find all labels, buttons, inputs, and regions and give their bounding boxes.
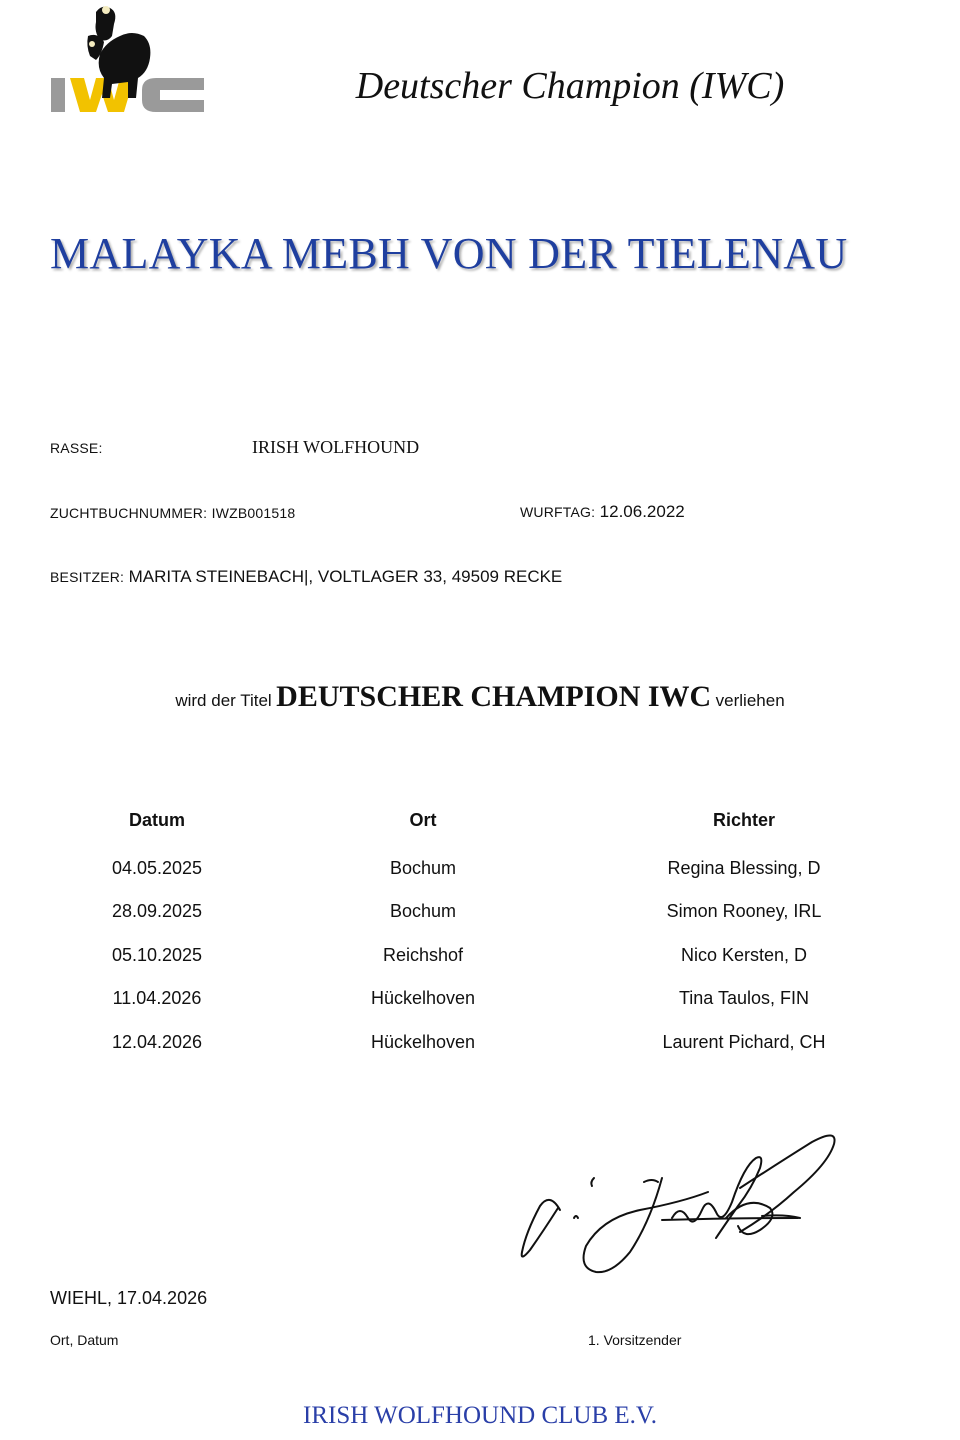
header-ort: Ort bbox=[409, 810, 437, 830]
cell-richter: Regina Blessing, D bbox=[667, 858, 821, 878]
signer-label: 1. Vorsitzender bbox=[588, 1332, 682, 1348]
cell-ort: Reichshof bbox=[382, 945, 464, 965]
wolfhound-logo-icon bbox=[48, 2, 208, 130]
cell-richter: Nico Kersten, D bbox=[680, 945, 808, 965]
title-awarded-line bbox=[0, 680, 960, 714]
cell-ort: Bochum bbox=[389, 858, 457, 878]
cell-richter: Tina Taulos, FIN bbox=[678, 988, 810, 1008]
cell-richter: Simon Rooney, IRL bbox=[666, 901, 822, 921]
besitzer-value: MARITA STEINEBACH|, VOLTLAGER 33, 49509 RECKE bbox=[128, 567, 563, 586]
wurftag-value: 12.06.2022 bbox=[599, 502, 685, 521]
cell-ort: Hückelhoven bbox=[370, 988, 476, 1008]
rasse-label: RASSE: bbox=[50, 440, 103, 456]
besitzer-row bbox=[50, 567, 562, 587]
cell-datum: 28.09.2025 bbox=[111, 901, 203, 921]
header-datum: Datum bbox=[128, 810, 185, 830]
header-richter: Richter bbox=[712, 810, 775, 830]
cell-datum: 05.10.2025 bbox=[111, 945, 203, 965]
cell-richter: Laurent Pichard, CH bbox=[662, 1032, 826, 1052]
place-date: WIEHL, 17.04.2026 bbox=[50, 1288, 208, 1308]
wurftag-row bbox=[520, 502, 685, 522]
place-date-label: Ort, Datum bbox=[50, 1332, 119, 1348]
cell-ort: Bochum bbox=[389, 901, 457, 921]
title-prefix: wird der Titel bbox=[175, 691, 272, 710]
rasse-row bbox=[50, 440, 103, 458]
besitzer-label: BESITZER: bbox=[50, 569, 125, 585]
wurftag-label: WURFTAG: bbox=[520, 504, 596, 520]
title-suffix: verliehen bbox=[715, 691, 785, 710]
cell-ort: Hückelhoven bbox=[370, 1032, 476, 1052]
club-name: IRISH WOLFHOUND CLUB E.V. bbox=[303, 1402, 657, 1429]
zuchtbuch-value: IWZB001518 bbox=[211, 505, 296, 521]
rasse-value: IRISH WOLFHOUND bbox=[252, 437, 420, 457]
zuchtbuch-label: ZUCHTBUCHNUMMER: bbox=[50, 505, 208, 521]
cell-datum: 04.05.2025 bbox=[111, 858, 203, 878]
cell-datum: 11.04.2026 bbox=[112, 988, 202, 1008]
zuchtbuch-row bbox=[50, 505, 295, 523]
logo-letters bbox=[51, 78, 204, 112]
signature bbox=[512, 1122, 852, 1292]
certificate-title: Deutscher Champion (IWC) bbox=[355, 65, 785, 107]
dog-name: MALAYKA MEBH VON DER TIELENAU bbox=[50, 229, 848, 278]
cell-datum: 12.04.2026 bbox=[111, 1032, 203, 1052]
champion-title: DEUTSCHER CHAMPION IWC bbox=[276, 680, 712, 713]
